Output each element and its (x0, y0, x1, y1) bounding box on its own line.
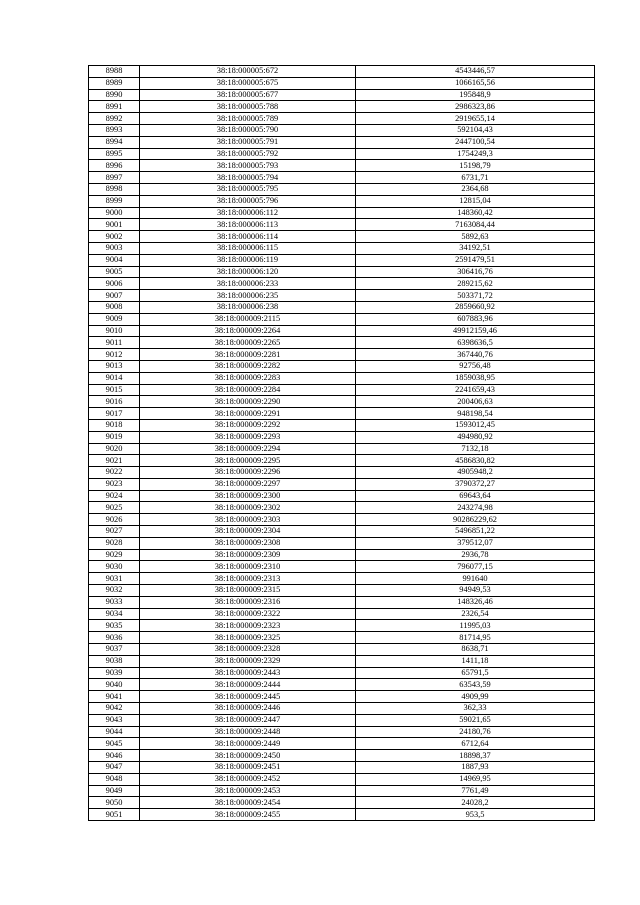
cadastral-number-cell: 38:18:000009:2115 (140, 313, 356, 325)
cadastral-number-cell: 38:18:000009:2451 (140, 762, 356, 774)
value-cell: 94949,53 (356, 585, 595, 597)
cadastral-number-cell: 38:18:000009:2264 (140, 325, 356, 337)
table-row (89, 679, 595, 691)
value-cell: 4586830,82 (356, 455, 595, 467)
value-cell: 81714,95 (356, 632, 595, 644)
value-cell: 607883,96 (356, 313, 595, 325)
table-row (89, 573, 595, 585)
value-cell: 592104,43 (356, 124, 595, 136)
row-number-cell: 8993 (89, 124, 140, 136)
cadastral-number-cell: 38:18:000009:2294 (140, 443, 356, 455)
row-number-cell: 9035 (89, 620, 140, 632)
cadastral-number-cell: 38:18:000009:2452 (140, 773, 356, 785)
cadastral-number-cell: 38:18:000009:2309 (140, 549, 356, 561)
value-cell: 953,5 (356, 809, 595, 821)
row-number-cell: 8996 (89, 160, 140, 172)
table-row (89, 231, 595, 243)
cadastral-number-cell: 38:18:000009:2293 (140, 431, 356, 443)
row-number-cell: 9036 (89, 632, 140, 644)
row-number-cell: 9049 (89, 785, 140, 797)
value-cell: 1066165,56 (356, 77, 595, 89)
row-number-cell: 9038 (89, 655, 140, 667)
cadastral-number-cell: 38:18:000009:2443 (140, 667, 356, 679)
cadastral-number-cell: 38:18:000005:677 (140, 89, 356, 101)
cadastral-number-cell: 38:18:000005:794 (140, 172, 356, 184)
value-cell: 5496851,22 (356, 526, 595, 538)
cadastral-number-cell: 38:18:000009:2448 (140, 726, 356, 738)
table-row (89, 797, 595, 809)
row-number-cell: 9039 (89, 667, 140, 679)
cadastral-number-cell: 38:18:000006:115 (140, 242, 356, 254)
row-number-cell: 8994 (89, 136, 140, 148)
value-cell: 379512,07 (356, 537, 595, 549)
row-number-cell: 9050 (89, 797, 140, 809)
table-row (89, 172, 595, 184)
row-number-cell: 9005 (89, 266, 140, 278)
cadastral-number-cell: 38:18:000009:2283 (140, 372, 356, 384)
table-row (89, 372, 595, 384)
row-number-cell: 9013 (89, 360, 140, 372)
table-row (89, 443, 595, 455)
table-body (89, 66, 595, 821)
value-cell: 1754249,3 (356, 148, 595, 160)
cadastral-number-cell: 38:18:000009:2292 (140, 419, 356, 431)
value-cell: 289215,62 (356, 278, 595, 290)
value-cell: 796077,15 (356, 561, 595, 573)
cadastral-number-cell: 38:18:000009:2300 (140, 490, 356, 502)
row-number-cell: 8997 (89, 172, 140, 184)
row-number-cell: 9040 (89, 679, 140, 691)
cadastral-number-cell: 38:18:000006:235 (140, 290, 356, 302)
table-row (89, 195, 595, 207)
cadastral-number-cell: 38:18:000009:2308 (140, 537, 356, 549)
row-number-cell: 9006 (89, 278, 140, 290)
row-number-cell: 9029 (89, 549, 140, 561)
cadastral-number-cell: 38:18:000006:112 (140, 207, 356, 219)
cadastral-number-cell: 38:18:000006:114 (140, 231, 356, 243)
row-number-cell: 9024 (89, 490, 140, 502)
table-row (89, 219, 595, 231)
table-row (89, 384, 595, 396)
cadastral-number-cell: 38:18:000006:238 (140, 301, 356, 313)
value-cell: 92756,48 (356, 360, 595, 372)
value-cell: 24028,2 (356, 797, 595, 809)
cadastral-number-cell: 38:18:000009:2297 (140, 478, 356, 490)
row-number-cell: 9023 (89, 478, 140, 490)
cadastral-number-cell: 38:18:000005:795 (140, 183, 356, 195)
table-row (89, 183, 595, 195)
cadastral-number-cell: 38:18:000009:2316 (140, 596, 356, 608)
row-number-cell: 9031 (89, 573, 140, 585)
value-cell: 34192,51 (356, 242, 595, 254)
value-cell: 2241659,43 (356, 384, 595, 396)
value-cell: 63543,59 (356, 679, 595, 691)
cadastral-number-cell: 38:18:000006:233 (140, 278, 356, 290)
cadastral-number-cell: 38:18:000009:2265 (140, 337, 356, 349)
cadastral-number-cell: 38:18:000006:120 (140, 266, 356, 278)
table-row (89, 537, 595, 549)
cadastral-number-cell: 38:18:000009:2449 (140, 738, 356, 750)
row-number-cell: 9033 (89, 596, 140, 608)
cadastral-number-cell: 38:18:000009:2310 (140, 561, 356, 573)
value-cell: 200406,63 (356, 396, 595, 408)
row-number-cell: 9010 (89, 325, 140, 337)
cadastral-number-cell: 38:18:000009:2446 (140, 703, 356, 715)
value-cell: 4909,99 (356, 691, 595, 703)
row-number-cell: 8991 (89, 101, 140, 113)
cadastral-number-cell: 38:18:000005:796 (140, 195, 356, 207)
row-number-cell: 9017 (89, 408, 140, 420)
value-cell: 243274,98 (356, 502, 595, 514)
row-number-cell: 9037 (89, 644, 140, 656)
value-cell: 1887,93 (356, 762, 595, 774)
cadastral-number-cell: 38:18:000009:2322 (140, 608, 356, 620)
table-row (89, 502, 595, 514)
cadastral-number-cell: 38:18:000009:2281 (140, 349, 356, 361)
table-row (89, 750, 595, 762)
table-row (89, 644, 595, 656)
cadastral-number-cell: 38:18:000006:119 (140, 254, 356, 266)
value-cell: 5892,63 (356, 231, 595, 243)
cadastral-number-cell: 38:18:000005:790 (140, 124, 356, 136)
value-cell: 14969,95 (356, 773, 595, 785)
row-number-cell: 9034 (89, 608, 140, 620)
row-number-cell: 9008 (89, 301, 140, 313)
value-cell: 24180,76 (356, 726, 595, 738)
row-number-cell: 9026 (89, 514, 140, 526)
table-row (89, 455, 595, 467)
row-number-cell: 9030 (89, 561, 140, 573)
cadastral-number-cell: 38:18:000005:675 (140, 77, 356, 89)
cadastral-number-cell: 38:18:000009:2454 (140, 797, 356, 809)
value-cell: 12815,04 (356, 195, 595, 207)
value-cell: 69643,64 (356, 490, 595, 502)
value-cell: 195848,9 (356, 89, 595, 101)
value-cell: 2859660,92 (356, 301, 595, 313)
value-cell: 3790372,27 (356, 478, 595, 490)
value-cell: 18898,37 (356, 750, 595, 762)
cadastral-number-cell: 38:18:000006:113 (140, 219, 356, 231)
table-row (89, 490, 595, 502)
value-cell: 90286229,62 (356, 514, 595, 526)
value-cell: 7761,49 (356, 785, 595, 797)
table-row (89, 514, 595, 526)
table-row (89, 632, 595, 644)
row-number-cell: 9028 (89, 537, 140, 549)
table-row (89, 360, 595, 372)
row-number-cell: 9021 (89, 455, 140, 467)
table-row (89, 66, 595, 78)
row-number-cell: 9041 (89, 691, 140, 703)
row-number-cell: 8990 (89, 89, 140, 101)
row-number-cell: 9003 (89, 242, 140, 254)
cadastral-number-cell: 38:18:000005:792 (140, 148, 356, 160)
table-row (89, 408, 595, 420)
row-number-cell: 9045 (89, 738, 140, 750)
row-number-cell: 9018 (89, 419, 140, 431)
table-row (89, 349, 595, 361)
cadastral-number-cell: 38:18:000009:2282 (140, 360, 356, 372)
table-row (89, 738, 595, 750)
table-row (89, 467, 595, 479)
row-number-cell: 9000 (89, 207, 140, 219)
row-number-cell: 9007 (89, 290, 140, 302)
table-row (89, 596, 595, 608)
row-number-cell: 8989 (89, 77, 140, 89)
value-cell: 8638,71 (356, 644, 595, 656)
table-row (89, 77, 595, 89)
row-number-cell: 9009 (89, 313, 140, 325)
value-cell: 2919655,14 (356, 113, 595, 125)
row-number-cell: 9043 (89, 714, 140, 726)
table-row (89, 667, 595, 679)
value-cell: 306416,76 (356, 266, 595, 278)
row-number-cell: 9048 (89, 773, 140, 785)
table-row (89, 207, 595, 219)
value-cell: 6712,64 (356, 738, 595, 750)
cadastral-number-cell: 38:18:000009:2296 (140, 467, 356, 479)
cadastral-number-cell: 38:18:000009:2302 (140, 502, 356, 514)
cadastral-number-cell: 38:18:000009:2329 (140, 655, 356, 667)
value-cell: 2326,54 (356, 608, 595, 620)
value-cell: 362,33 (356, 703, 595, 715)
value-cell: 148326,46 (356, 596, 595, 608)
value-cell: 494980,92 (356, 431, 595, 443)
value-cell: 2591479,51 (356, 254, 595, 266)
table-row (89, 124, 595, 136)
table-row (89, 101, 595, 113)
row-number-cell: 9044 (89, 726, 140, 738)
row-number-cell: 8998 (89, 183, 140, 195)
value-cell: 15198,79 (356, 160, 595, 172)
row-number-cell: 9002 (89, 231, 140, 243)
cadastral-number-cell: 38:18:000009:2315 (140, 585, 356, 597)
value-cell: 65791,5 (356, 667, 595, 679)
table-row (89, 313, 595, 325)
cadastral-number-cell: 38:18:000009:2290 (140, 396, 356, 408)
cadastral-number-cell: 38:18:000009:2453 (140, 785, 356, 797)
table-row (89, 242, 595, 254)
row-number-cell: 8995 (89, 148, 140, 160)
value-cell: 367440,76 (356, 349, 595, 361)
table-row (89, 266, 595, 278)
table-row (89, 478, 595, 490)
table-row (89, 148, 595, 160)
row-number-cell: 9022 (89, 467, 140, 479)
row-number-cell: 9047 (89, 762, 140, 774)
table-row (89, 136, 595, 148)
row-number-cell: 9032 (89, 585, 140, 597)
table-row (89, 703, 595, 715)
table-row (89, 431, 595, 443)
value-cell: 4543446,57 (356, 66, 595, 78)
table-row (89, 714, 595, 726)
cadastral-number-cell: 38:18:000009:2304 (140, 526, 356, 538)
table-row (89, 113, 595, 125)
cadastral-number-cell: 38:18:000009:2444 (140, 679, 356, 691)
row-number-cell: 9046 (89, 750, 140, 762)
row-number-cell: 9012 (89, 349, 140, 361)
value-cell: 7163084,44 (356, 219, 595, 231)
value-cell: 49912159,46 (356, 325, 595, 337)
cadastral-value-table (88, 65, 595, 821)
table-row (89, 396, 595, 408)
cadastral-number-cell: 38:18:000009:2455 (140, 809, 356, 821)
cadastral-number-cell: 38:18:000009:2445 (140, 691, 356, 703)
cadastral-number-cell: 38:18:000009:2450 (140, 750, 356, 762)
cadastral-number-cell: 38:18:000009:2323 (140, 620, 356, 632)
row-number-cell: 9051 (89, 809, 140, 821)
value-cell: 6398636,5 (356, 337, 595, 349)
cadastral-number-cell: 38:18:000005:788 (140, 101, 356, 113)
table-row (89, 549, 595, 561)
row-number-cell: 9015 (89, 384, 140, 396)
table-row (89, 773, 595, 785)
value-cell: 6731,71 (356, 172, 595, 184)
value-cell: 503371,72 (356, 290, 595, 302)
value-cell: 2447100,54 (356, 136, 595, 148)
table-row (89, 762, 595, 774)
cadastral-number-cell: 38:18:000009:2291 (140, 408, 356, 420)
value-cell: 2364,68 (356, 183, 595, 195)
cadastral-number-cell: 38:18:000005:793 (140, 160, 356, 172)
value-cell: 948198,54 (356, 408, 595, 420)
table-row (89, 160, 595, 172)
value-cell: 7132,18 (356, 443, 595, 455)
table-row (89, 89, 595, 101)
table-row (89, 337, 595, 349)
table-row (89, 655, 595, 667)
cadastral-number-cell: 38:18:000005:789 (140, 113, 356, 125)
table-row (89, 561, 595, 573)
table-row (89, 278, 595, 290)
value-cell: 1411,18 (356, 655, 595, 667)
value-cell: 2986323,86 (356, 101, 595, 113)
cadastral-number-cell: 38:18:000009:2303 (140, 514, 356, 526)
cadastral-number-cell: 38:18:000009:2447 (140, 714, 356, 726)
table-row (89, 526, 595, 538)
row-number-cell: 8999 (89, 195, 140, 207)
row-number-cell: 9014 (89, 372, 140, 384)
table-row (89, 691, 595, 703)
row-number-cell: 9011 (89, 337, 140, 349)
table-row (89, 785, 595, 797)
cadastral-number-cell: 38:18:000009:2328 (140, 644, 356, 656)
table-row (89, 726, 595, 738)
cadastral-number-cell: 38:18:000009:2313 (140, 573, 356, 585)
value-cell: 4905948,2 (356, 467, 595, 479)
table-row (89, 809, 595, 821)
cadastral-number-cell: 38:18:000005:791 (140, 136, 356, 148)
value-cell: 991640 (356, 573, 595, 585)
table-row (89, 608, 595, 620)
value-cell: 1859038,95 (356, 372, 595, 384)
row-number-cell: 9019 (89, 431, 140, 443)
row-number-cell: 8988 (89, 66, 140, 78)
table-row (89, 585, 595, 597)
cadastral-number-cell: 38:18:000009:2325 (140, 632, 356, 644)
table-row (89, 325, 595, 337)
value-cell: 59021,65 (356, 714, 595, 726)
table-row (89, 290, 595, 302)
value-cell: 11995,03 (356, 620, 595, 632)
row-number-cell: 9016 (89, 396, 140, 408)
row-number-cell: 9001 (89, 219, 140, 231)
table-row (89, 419, 595, 431)
table-row (89, 254, 595, 266)
cadastral-number-cell: 38:18:000009:2295 (140, 455, 356, 467)
cadastral-number-cell: 38:18:000005:672 (140, 66, 356, 78)
row-number-cell: 8992 (89, 113, 140, 125)
value-cell: 1593012,45 (356, 419, 595, 431)
cadastral-number-cell: 38:18:000009:2284 (140, 384, 356, 396)
row-number-cell: 9027 (89, 526, 140, 538)
row-number-cell: 9025 (89, 502, 140, 514)
row-number-cell: 9042 (89, 703, 140, 715)
row-number-cell: 9004 (89, 254, 140, 266)
table-row (89, 620, 595, 632)
row-number-cell: 9020 (89, 443, 140, 455)
value-cell: 148360,42 (356, 207, 595, 219)
value-cell: 2936,78 (356, 549, 595, 561)
table-row (89, 301, 595, 313)
